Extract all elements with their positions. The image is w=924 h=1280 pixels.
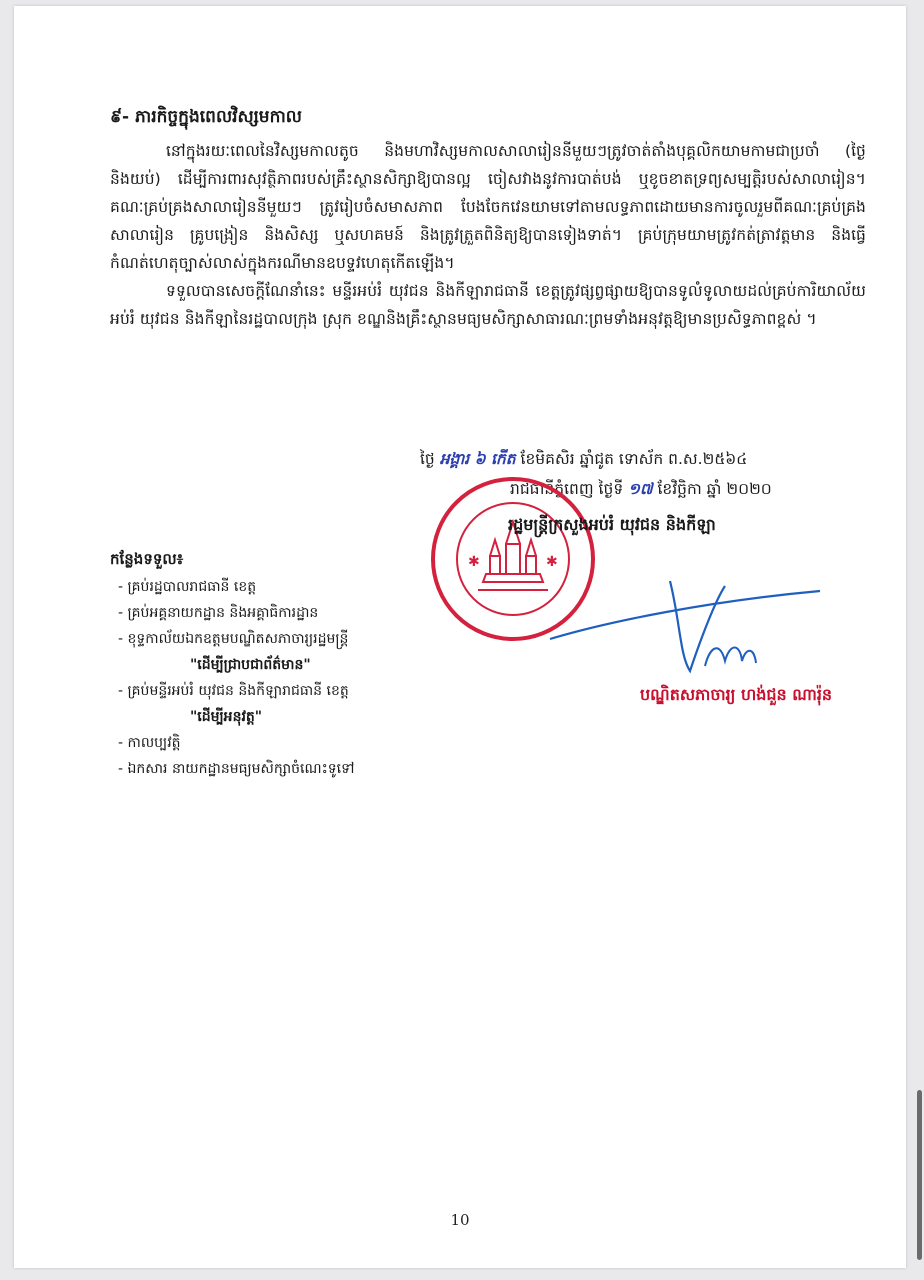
handwritten-lunar-date: អង្គារ ៦ កើត (439, 450, 516, 468)
lunar-date-line: ថ្ងៃ អង្គារ ៦ កើត ខែមិគសិរ ឆ្នាំជូត ទោស័ក ព.ស.២៥៦៤ (420, 450, 748, 468)
recipient-note-implement: "ដើម្បីអនុវត្ត" (190, 709, 263, 725)
recipient-note-info: "ដើម្បីជ្រាបជាព័ត៌មាន" (190, 657, 311, 673)
page-number: 10 (450, 1211, 470, 1229)
signature-icon (530, 561, 830, 681)
svg-text:✱: ✱ (468, 554, 480, 570)
paragraph-duties: នៅក្នុងរយៈពេលនៃវិស្សមកាលតូច និងមហាវិស្សមកាលសាលារៀននីមួយៗត្រូវចាត់តាំងបុគ្គលិកយាមកាមជាប្រចាំ (ថ្ងៃ និងយប់) ដើម្បីការពារសុវត្ថិភាពរបស់គ្រឹះស្ថានសិក្សាឱ្យបានល្អ ចៀសវាងនូវការបាត់បង់ ឬខូចខាតទ្រព្យសម្បត្តិរបស់សាលារៀន។ គណៈគ្រប់គ្រងសាលារៀននីមួយៗ ត្រូវរៀបចំសមាសភាព បែងចែកវេនយាមទៅតាមលទ្ធភាពដោយមានការចូលរួមពីគណៈគ្រប់គ្រងសាលារៀន គ្រូបង្រៀន និងសិស្ស ឬសហគមន៍ និងត្រូវត្រួតពិនិត្យឱ្យបានទៀងទាត់។ គ្រប់ក្រុមយាមត្រូវកត់ត្រាវត្តមាន និងធ្វើកំណត់ហេតុច្បាស់លាស់ក្នុងករណីមានឧបទ្ទវហេតុកើតឡើង។ (110, 142, 866, 272)
list-item: - ឯកសារ នាយកដ្ឋានមធ្យមសិក្សាចំណេះទូទៅ (118, 761, 355, 777)
list-item: - គ្រប់មន្ទីរអប់រំ យុវជន និងកីឡារាជធានី ខេត្ត (118, 683, 349, 699)
signer-name: បណ្ឌិតសភាចារ្យ ហង់ជួន ណារ៉ុន (640, 685, 833, 704)
handwritten-day: ១៧ (628, 480, 653, 498)
section-heading: ៩- ភារកិច្ចក្នុងពេលវិស្សមកាល (110, 107, 302, 127)
paragraph-instruction: ទទួលបានសេចក្តីណែនាំនេះ មន្ទីរអប់រំ យុវជន និងកីឡារាជធានី ខេត្តត្រូវផ្សព្វផ្សាយឱ្យបានទូលំទូលាយដល់គ្រប់ការិយាល័យអប់រំ យុវជន និងកីឡានៃរដ្ឋបាលក្រុង ស្រុក ខណ្ឌនិងគ្រឹះស្ថានមធ្យមសិក្សាសាធារណៈព្រមទាំងអនុវត្តឱ្យមានប្រសិទ្ធភាពខ្ពស់ ។ (110, 282, 866, 328)
vertical-scrollbar[interactable] (917, 1090, 922, 1260)
recipients-title: កន្លែងទទួល៖ (110, 550, 184, 568)
list-item: - ខុទ្ទកាល័យឯកឧត្តមបណ្ឌិតសភាចារ្យរដ្ឋមន្ត្រី (118, 631, 349, 647)
list-item: - កាលប្បវត្តិ (118, 735, 181, 751)
recipients-list (110, 546, 440, 782)
list-item: - គ្រប់រដ្ឋបាលរាជធានី ខេត្ត (118, 579, 257, 595)
svg-text:✱: ✱ (546, 554, 558, 570)
document-content (110, 106, 866, 777)
minister-title: រដ្ឋមន្ត្រីក្រសួងអប់រំ យុវជន និងកីឡា (508, 515, 716, 534)
solar-date-line: រាជធានីភ្នំពេញ ថ្ងៃទី ១៧ ខែវិច្ឆិកា ឆ្នាំ ២០២០ (510, 480, 772, 498)
list-item: - គ្រប់អគ្គនាយកដ្ឋាន និងអគ្គាធិការដ្ឋាន (118, 605, 319, 621)
document-page (14, 6, 906, 1268)
